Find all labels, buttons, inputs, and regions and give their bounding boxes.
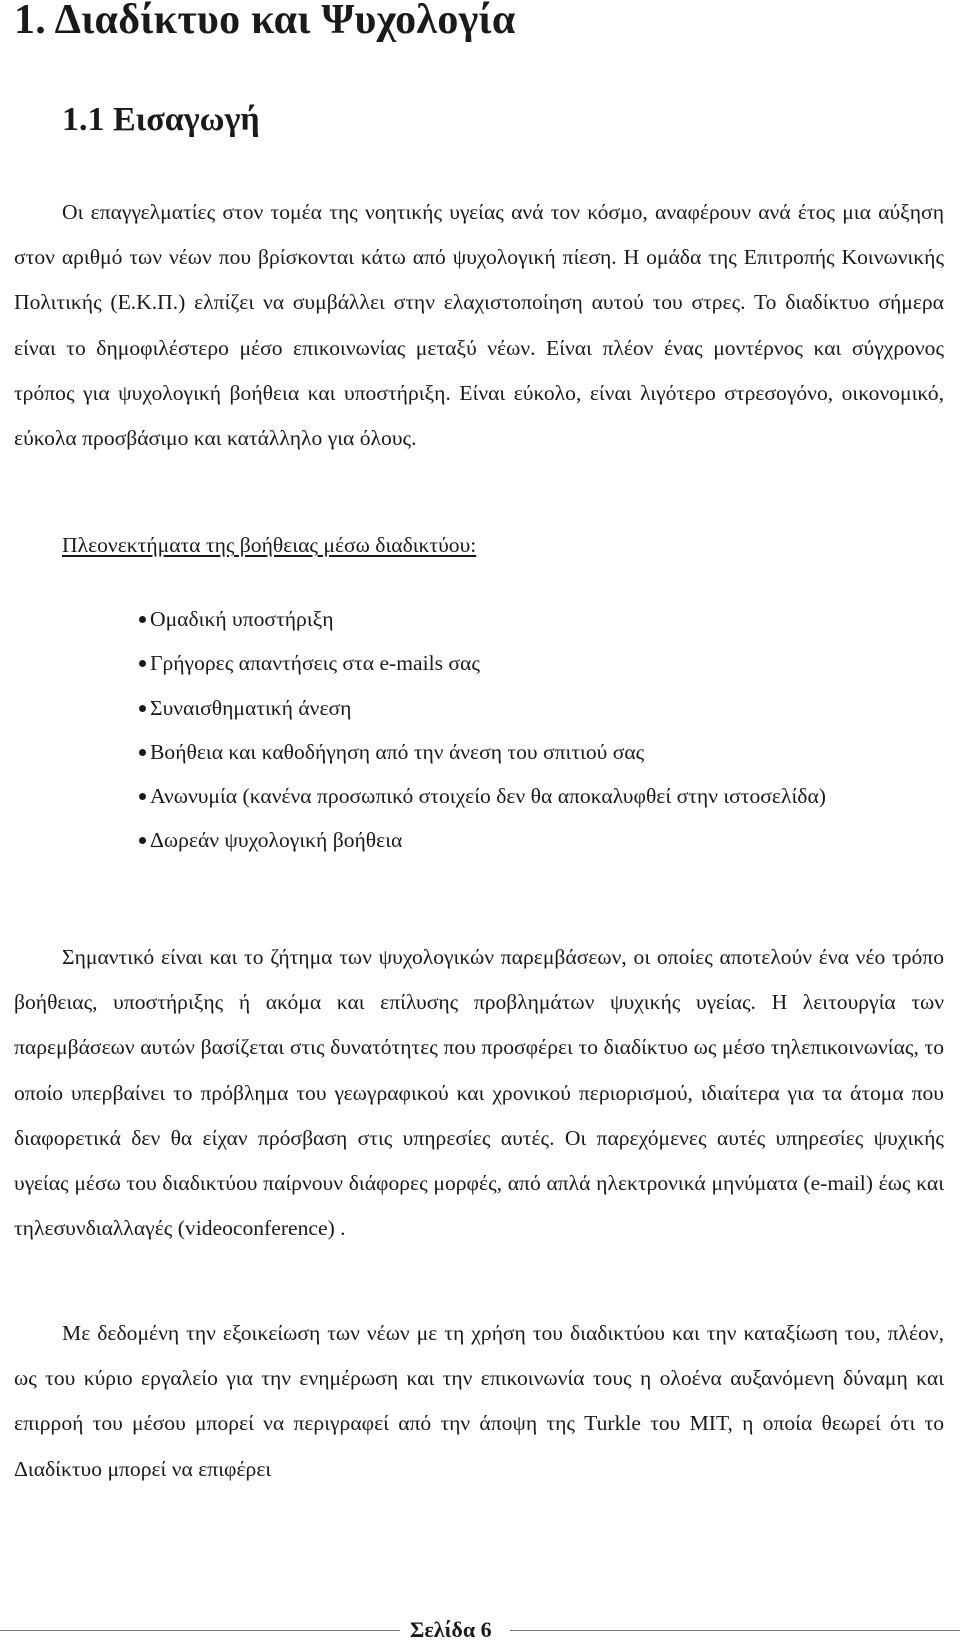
list-item [0, 818, 930, 862]
advantages-heading: Πλεονεκτήματα της βοήθειας μέσω διαδικτύου: [62, 533, 477, 557]
list-item-text: Βοήθεια και καθοδήγηση από την άνεση του σπιτιού σας [150, 739, 645, 764]
footer-divider-left [0, 1630, 400, 1631]
bullet-icon [139, 616, 146, 623]
bullet-icon [139, 749, 146, 756]
list-item [0, 597, 930, 641]
advantages-list [0, 597, 930, 863]
list-item-text: Γρήγορες απαντήσεις στα e-mails σας [150, 651, 480, 676]
list-item-text: Ανωνυμία (κανένα προσωπικό στοιχείο δεν θα αποκαλυφθεί στην ιστοσελίδα) [150, 784, 826, 809]
chapter-title: 1. Διαδίκτυο και Ψυχολογία [14, 0, 516, 43]
bullet-icon [139, 837, 146, 844]
bullet-icon [139, 660, 146, 667]
page-number: Σελίδα 6 [410, 1617, 492, 1642]
list-item [0, 774, 930, 818]
list-item-text: Συναισθηματική άνεση [150, 695, 352, 720]
interventions-paragraph: Σημαντικό είναι και το ζήτημα των ψυχολογικών παρεμβάσεων, οι οποίες αποτελούν ένα νέο τρόπο βοήθειας, υποστήριξης ή ακόμα και επίλυσης προβλημάτων ψυχικής υγείας. Η λειτουργία των παρεμβάσεων αυτών βασίζεται στις δυνατότητες που προσφέρει το διαδίκτυο ως μέσο τηλεπικοινωνίας, το οποίο υπερβαίνει το πρόβλημα του γεωγραφικού και χρονικού περιορισμού, ιδιαίτερα για τα άτομα που διαφορετικά δεν θα είχαν πρόσβαση στις υπηρεσίες αυτές. Οι παρεχόμενες αυτές υπηρεσίες ψυχικής υγείας μέσω του διαδικτύου παίρνουν διάφορες μορφές, από απλά ηλεκτρονικά μηνύματα (e-mail) έως και τηλεσυνδιαλλαγές (videoconference) . [14, 945, 944, 1241]
list-item-text: Δωρεάν ψυχολογική βοήθεια [150, 828, 403, 853]
list-item [0, 730, 930, 774]
list-item-text: Ομαδική υποστήριξη [150, 607, 334, 631]
page-footer [0, 1612, 960, 1648]
footer-divider-right [510, 1630, 960, 1631]
intro-paragraph: Οι επαγγελματίες στον τομέα της νοητικής υγείας ανά τον κόσμο, αναφέρουν ανά έτος μια αύξηση στον αριθμό των νέων που βρίσκονται κάτω από ψυχολογική πίεση. Η ομάδα της Επιτροπής Κοινωνικής Πολιτικής (Ε.Κ.Π.) ελπίζει να συμβάλλει στην ελαχιστοποίηση αυτού του στρες. Το διαδίκτυο σήμερα είναι το δημοφιλέστερο μέσο επικοινωνίας μεταξύ νέων. Είναι πλέον ένας μοντέρνος και σύγχρονος τρόπος για ψυχολογική βοήθεια και υποστήριξη. Είναι εύκολο, είναι λιγότερο στρεσογόνο, οικονομικό, εύκολα προσβάσιμο και κατάλληλο για όλους. [14, 200, 944, 451]
bullet-icon [139, 793, 146, 800]
bullet-icon [139, 705, 146, 712]
familiarity-paragraph: Με δεδομένη την εξοικείωση των νέων με τη χρήση του διαδικτύου και την καταξίωση του, πλέον, ως του κύριο εργαλείο για την ενημέρωση και την επικοινωνία τους η ολοένα αυξανόμενη δύναμη και επιρροή του μέσου μπορεί να περιγραφεί από την άποψη της Turkle του MIT, η οποία θεωρεί ότι το Διαδίκτυο μπορεί να επιφέρει [14, 1321, 944, 1481]
list-item [0, 641, 930, 685]
section-title: 1.1 Εισαγωγή [62, 101, 260, 138]
list-item [0, 686, 930, 730]
